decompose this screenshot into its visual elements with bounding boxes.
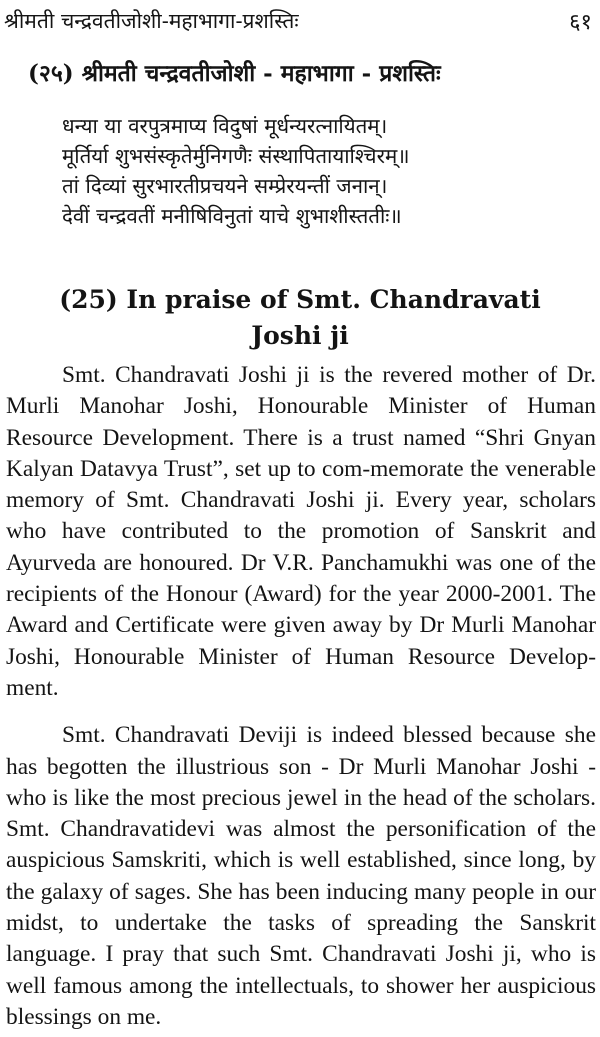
verse-line: धन्या या वरपुत्रमाप्य विदुषां मूर्धन्यरत्नायितम्।: [62, 114, 388, 138]
running-title: श्रीमती चन्द्रवतीजोशी-महाभागा-प्रशस्तिः: [4, 9, 299, 33]
verse-line: देवीं चन्द्रवतीं मनीषिविनुतां याचे शुभाशीस्ततीः॥: [62, 204, 402, 228]
paragraph: Smt. Chandravati Deviji is indeed blessed because she has begotten the illustrious son - Dr Murli Manohar Joshi - who is like the most precious jewel in the head of the scholars. Smt. Chandravatidevi was almost the personification of the auspicious Samskriti, which is well established, since long, by the galaxy of sages. She has been inducing many people in our midst, to undertake the tasks of spreading the Sanskrit language. I pray that such Smt. Chandravati Joshi ji, who is well famous among the intellectuals, to shower her auspicious blessings on me.: [6, 722, 596, 1030]
sanskrit-verse: [62, 111, 582, 231]
running-header: [4, 4, 592, 38]
verse-line: तां दिव्यां सुरभारतीप्रचयने सम्प्रेरयन्तीं जनान्।: [62, 174, 388, 198]
sanskrit-section-heading: (२५) श्रीमती चन्द्रवतीजोशी - महाभागा - प्रशस्तिः: [28, 60, 441, 87]
verse-line: मूर्तिर्या शुभसंस्कृतेर्मुनिगणैः संस्थापितायाश्चिरम्॥: [62, 144, 410, 168]
paragraph: Smt. Chandravati Joshi ji is the revered mother of Dr. Murli Manohar Joshi, Honourable Minister of Human Resource Development. There is a trust named “Shri Gnyan Kalyan Datavya Trust”, set up to com-memorate the venerable memory of Smt. Chandravati Joshi ji. Every year, scholars who have contributed to the promotion of Sanskrit and Ayurveda are honoured. Dr V.R. Panchamukhi was one of the recipients of the Honour (Award) for the year 2000-2001. The Award and Certificate were given away by Dr Murli Manohar Joshi, Honourable Minister of Human Resource Develop-ment.: [6, 362, 596, 701]
heading-line-1: (25) In praise of Smt. Chandravati: [59, 285, 541, 314]
page-number: ६१: [569, 10, 592, 35]
heading-line-2: Joshi ji: [251, 321, 349, 350]
body-text: [6, 360, 596, 1033]
english-section-heading: [0, 282, 600, 354]
